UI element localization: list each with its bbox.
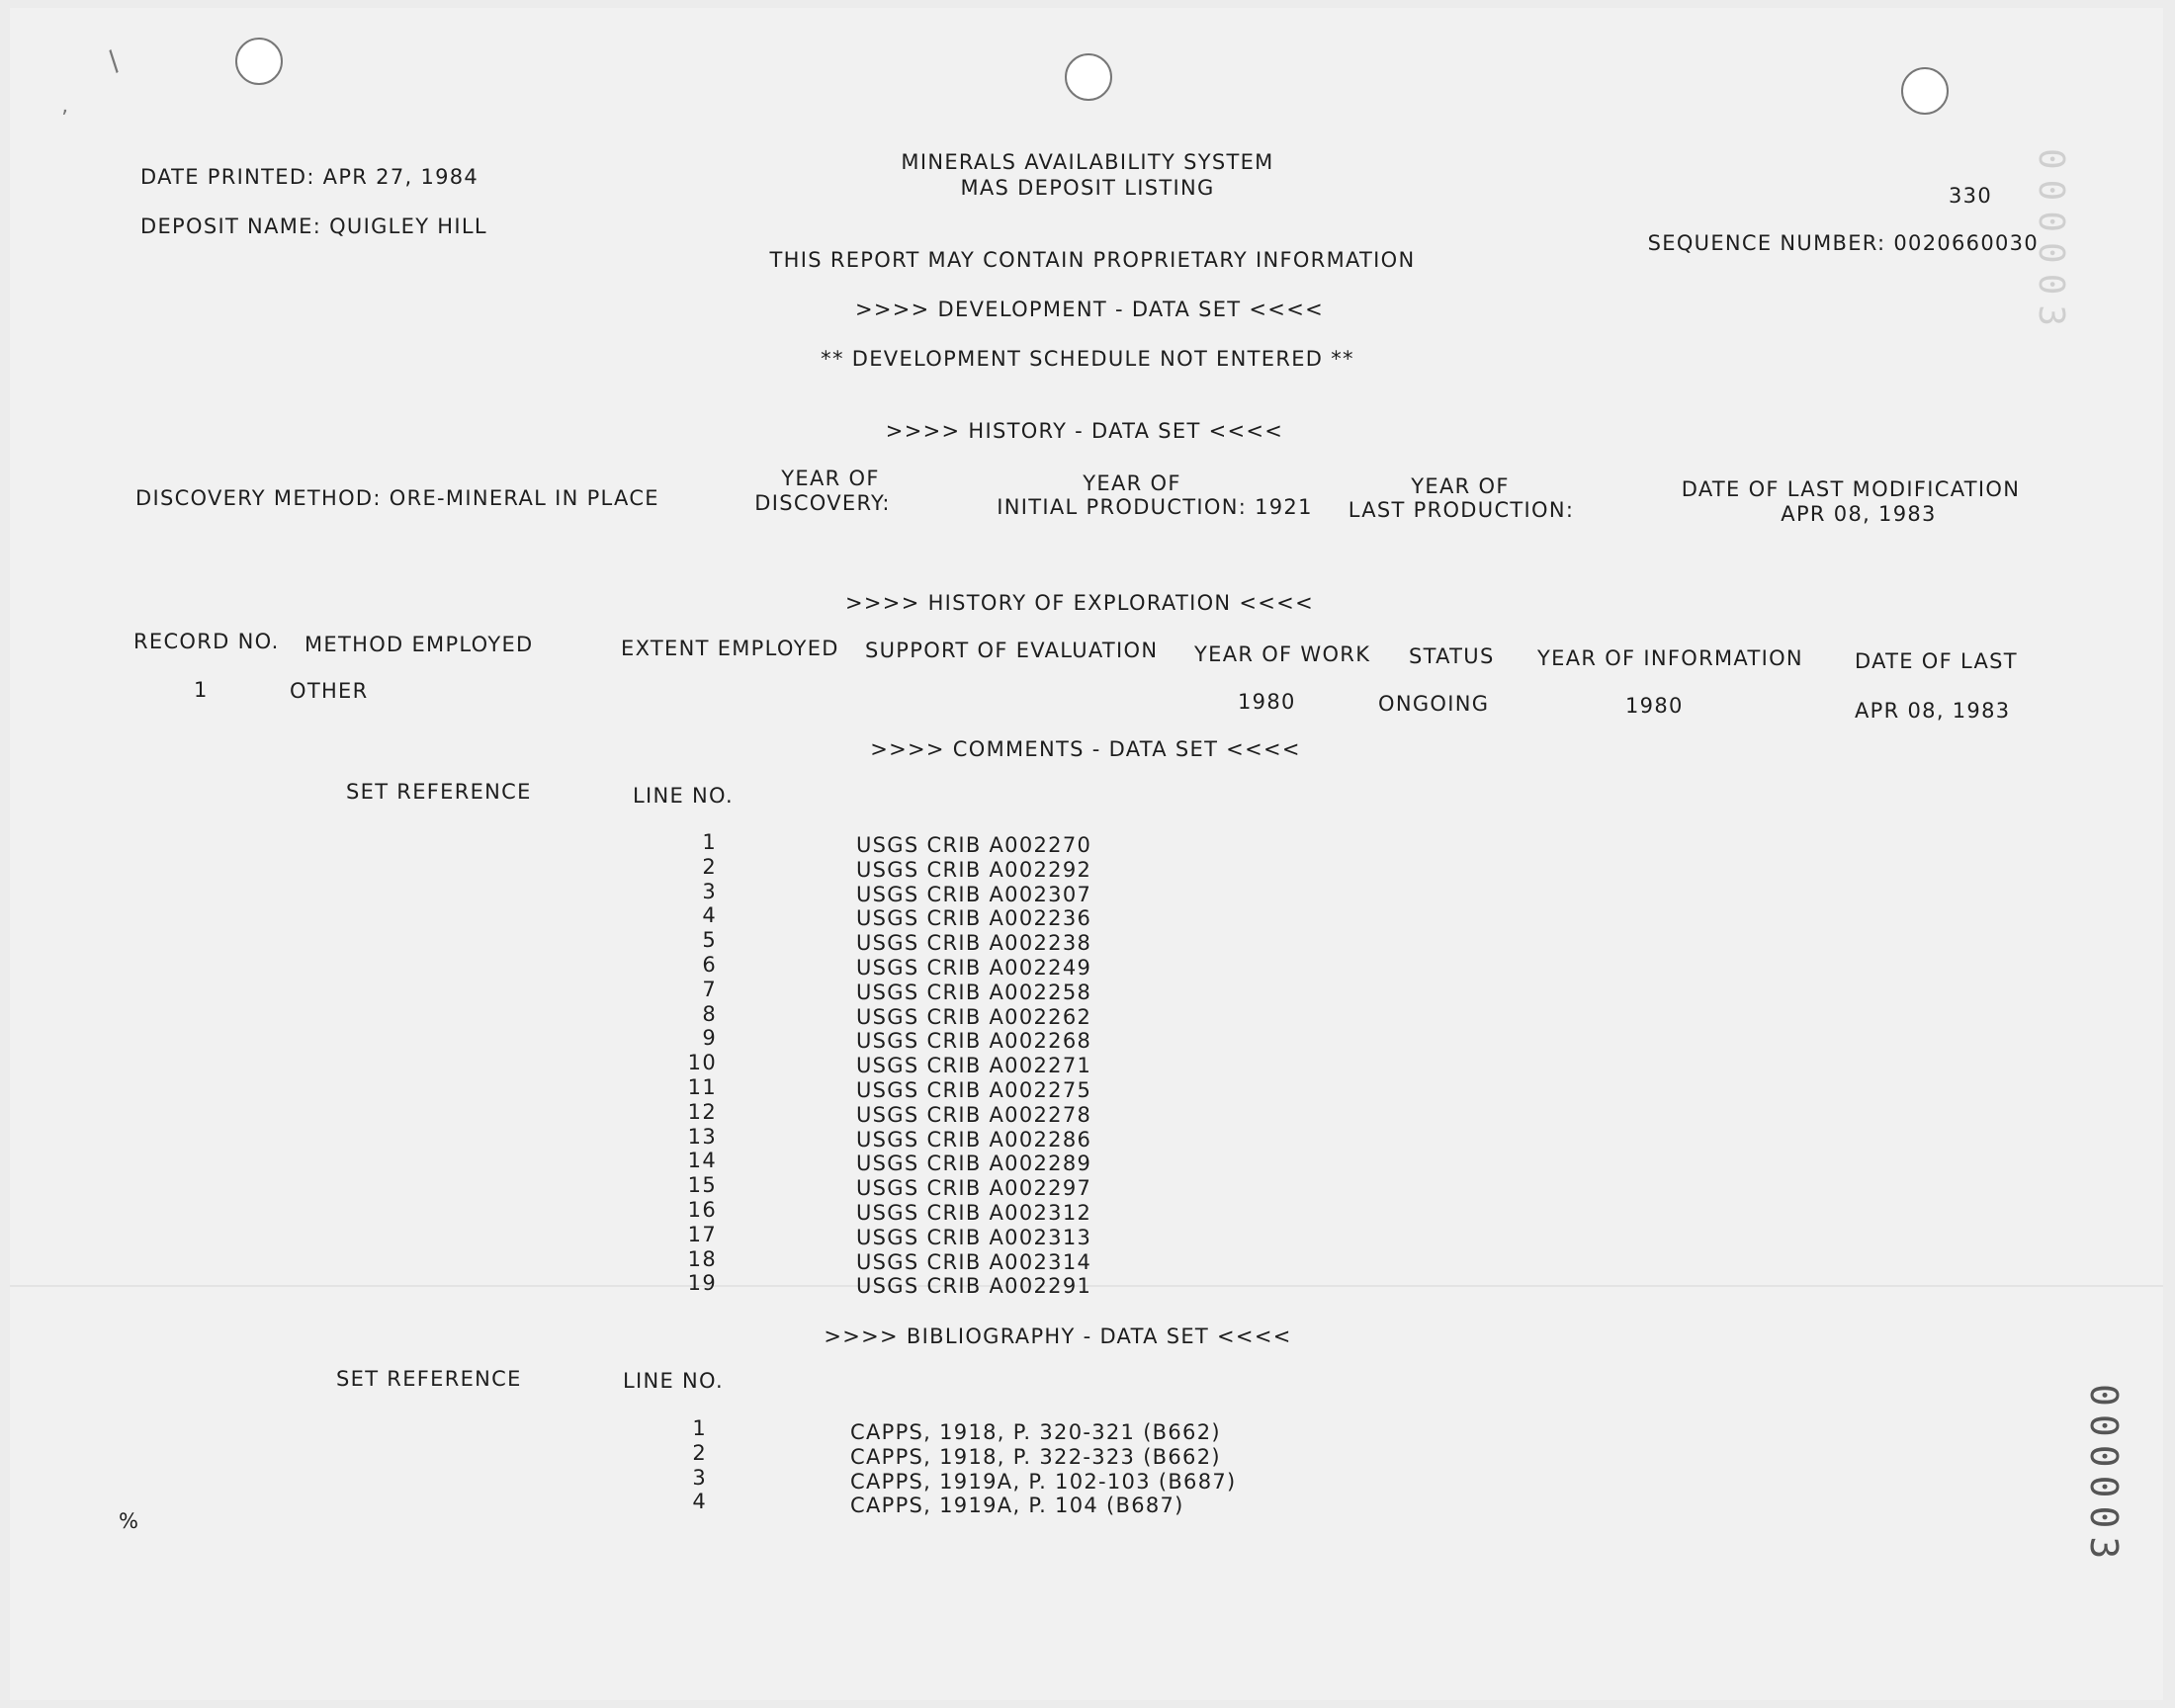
punch-hole-left (235, 38, 283, 85)
comment-text: USGS CRIB A002314 (856, 1249, 1092, 1274)
comment-line-no: 6 (702, 952, 717, 977)
bibliography-text: CAPPS, 1918, P. 322-323 (B662) (850, 1444, 1221, 1469)
comment-line-no: 8 (702, 1001, 717, 1026)
comment-line-no: 9 (702, 1026, 717, 1051)
comment-text: USGS CRIB A002278 (856, 1102, 1092, 1127)
col-date-of-last: DATE OF LAST (1855, 649, 2018, 673)
bibliography-lines (850, 1420, 1237, 1518)
comment-text: USGS CRIB A002291 (856, 1274, 1092, 1299)
comment-line-no: 3 (702, 879, 717, 903)
comment-text: USGS CRIB A002262 (856, 1004, 1092, 1029)
page-stamp: 000003 (2082, 1384, 2126, 1568)
date-printed: DATE PRINTED: APR 27, 1984 (140, 165, 479, 189)
bibliography-line-no: LINE NO. (623, 1369, 725, 1393)
bibliography-text: CAPPS, 1919A, P. 104 (B687) (850, 1494, 1184, 1518)
bibliography-text: CAPPS, 1918, P. 320-321 (B662) (850, 1420, 1221, 1444)
comment-line-no: 18 (687, 1246, 717, 1271)
comment-text: USGS CRIB A002307 (856, 882, 1092, 906)
bibliography-line-no: 2 (692, 1440, 707, 1465)
comment-text: USGS CRIB A002292 (856, 857, 1092, 882)
comment-text: USGS CRIB A002312 (856, 1200, 1092, 1225)
comment-text: USGS CRIB A002297 (856, 1176, 1092, 1201)
show-through-stamp: 000003 (2031, 148, 2071, 337)
bibliography-heading: >>>> BIBLIOGRAPHY - DATA SET <<<< (824, 1324, 1292, 1348)
comment-line-no: 17 (687, 1222, 717, 1246)
pencil-mark: / (100, 44, 128, 77)
proprietary-notice: THIS REPORT MAY CONTAIN PROPRIETARY INFORMATION (769, 248, 1416, 272)
last-production-label-2: LAST PRODUCTION: (1348, 498, 1575, 522)
col-extent-employed: EXTENT EMPLOYED (621, 637, 839, 660)
stray-mark: ʼ (61, 107, 68, 131)
year-of-discovery-label-1: YEAR OF (781, 467, 880, 490)
page-number: 330 (1949, 184, 1992, 208)
exploration-status: ONGOING (1378, 692, 1490, 716)
last-modification-label: DATE OF LAST MODIFICATION (1681, 477, 2021, 501)
col-status: STATUS (1409, 644, 1495, 668)
punch-hole-center (1065, 53, 1112, 101)
comment-text: USGS CRIB A002313 (856, 1225, 1092, 1249)
exploration-method: OTHER (290, 679, 369, 703)
percent-mark: % (119, 1509, 140, 1533)
exploration-date-of-last: APR 08, 1983 (1855, 699, 2011, 723)
punch-hole-right (1901, 67, 1949, 115)
comment-text: USGS CRIB A002289 (856, 1152, 1092, 1176)
development-note: ** DEVELOPMENT SCHEDULE NOT ENTERED ** (821, 347, 1354, 371)
col-year-of-information: YEAR OF INFORMATION (1537, 646, 1803, 670)
bibliography-line-no: 3 (692, 1465, 707, 1490)
exploration-heading: >>>> HISTORY OF EXPLORATION <<<< (845, 591, 1314, 615)
comments-lines (856, 833, 1091, 1299)
comments-line-numbers (643, 830, 717, 1296)
comment-line-no: 19 (687, 1271, 717, 1296)
comment-text: USGS CRIB A002238 (856, 931, 1092, 956)
comment-line-no: 7 (702, 977, 717, 1001)
comment-text: USGS CRIB A002271 (856, 1054, 1092, 1078)
bibliography-line-no: 4 (692, 1490, 707, 1514)
exploration-year-of-work: 1980 (1238, 690, 1296, 714)
history-heading: >>>> HISTORY - DATA SET <<<< (885, 419, 1284, 443)
sequence-number: SEQUENCE NUMBER: 0020660030 (1647, 231, 2039, 255)
comments-set-reference: SET REFERENCE (346, 780, 532, 804)
comment-text: USGS CRIB A002286 (856, 1127, 1092, 1152)
last-production-label-1: YEAR OF (1411, 474, 1510, 498)
year-of-discovery-label-2: DISCOVERY: (754, 491, 891, 515)
comment-text: USGS CRIB A002249 (856, 955, 1092, 980)
exploration-record-no: 1 (194, 678, 209, 702)
comment-line-no: 5 (702, 928, 717, 953)
comment-line-no: 15 (687, 1173, 717, 1198)
comment-line-no: 1 (702, 830, 717, 854)
comment-line-no: 16 (687, 1197, 717, 1222)
bibliography-line-no: 1 (692, 1416, 707, 1440)
comment-text: USGS CRIB A002270 (856, 833, 1092, 857)
comment-text: USGS CRIB A002275 (856, 1077, 1092, 1102)
comment-line-no: 13 (687, 1124, 717, 1149)
comment-text: USGS CRIB A002268 (856, 1029, 1092, 1054)
initial-production-label-2: INITIAL PRODUCTION: 1921 (997, 495, 1313, 519)
comment-text: USGS CRIB A002258 (856, 980, 1092, 1004)
bibliography-text: CAPPS, 1919A, P. 102-103 (B687) (850, 1469, 1237, 1494)
bibliography-line-numbers (633, 1416, 707, 1514)
comment-line-no: 10 (687, 1051, 717, 1075)
comment-line-no: 14 (687, 1149, 717, 1173)
comment-line-no: 11 (687, 1074, 717, 1099)
discovery-method: DISCOVERY METHOD: ORE-MINERAL IN PLACE (135, 486, 659, 510)
listing-title: MAS DEPOSIT LISTING (960, 176, 1215, 200)
col-support-of-evaluation: SUPPORT OF EVALUATION (865, 639, 1159, 662)
bibliography-set-reference: SET REFERENCE (336, 1367, 522, 1391)
col-year-of-work: YEAR OF WORK (1194, 642, 1371, 666)
col-method-employed: METHOD EMPLOYED (304, 633, 534, 656)
exploration-year-of-info: 1980 (1625, 694, 1684, 718)
comments-line-no: LINE NO. (633, 784, 735, 808)
comments-heading: >>>> COMMENTS - DATA SET <<<< (870, 737, 1301, 761)
deposit-name: DEPOSIT NAME: QUIGLEY HILL (140, 214, 487, 238)
comment-text: USGS CRIB A002236 (856, 906, 1092, 931)
comment-line-no: 2 (702, 854, 717, 879)
last-modification-date: APR 08, 1983 (1781, 502, 1937, 526)
col-record-no: RECORD NO. (133, 630, 280, 653)
initial-production-label-1: YEAR OF (1083, 471, 1181, 495)
comment-line-no: 12 (687, 1099, 717, 1124)
system-title: MINERALS AVAILABILITY SYSTEM (901, 150, 1274, 174)
development-heading: >>>> DEVELOPMENT - DATA SET <<<< (855, 298, 1324, 321)
comment-line-no: 4 (702, 903, 717, 928)
